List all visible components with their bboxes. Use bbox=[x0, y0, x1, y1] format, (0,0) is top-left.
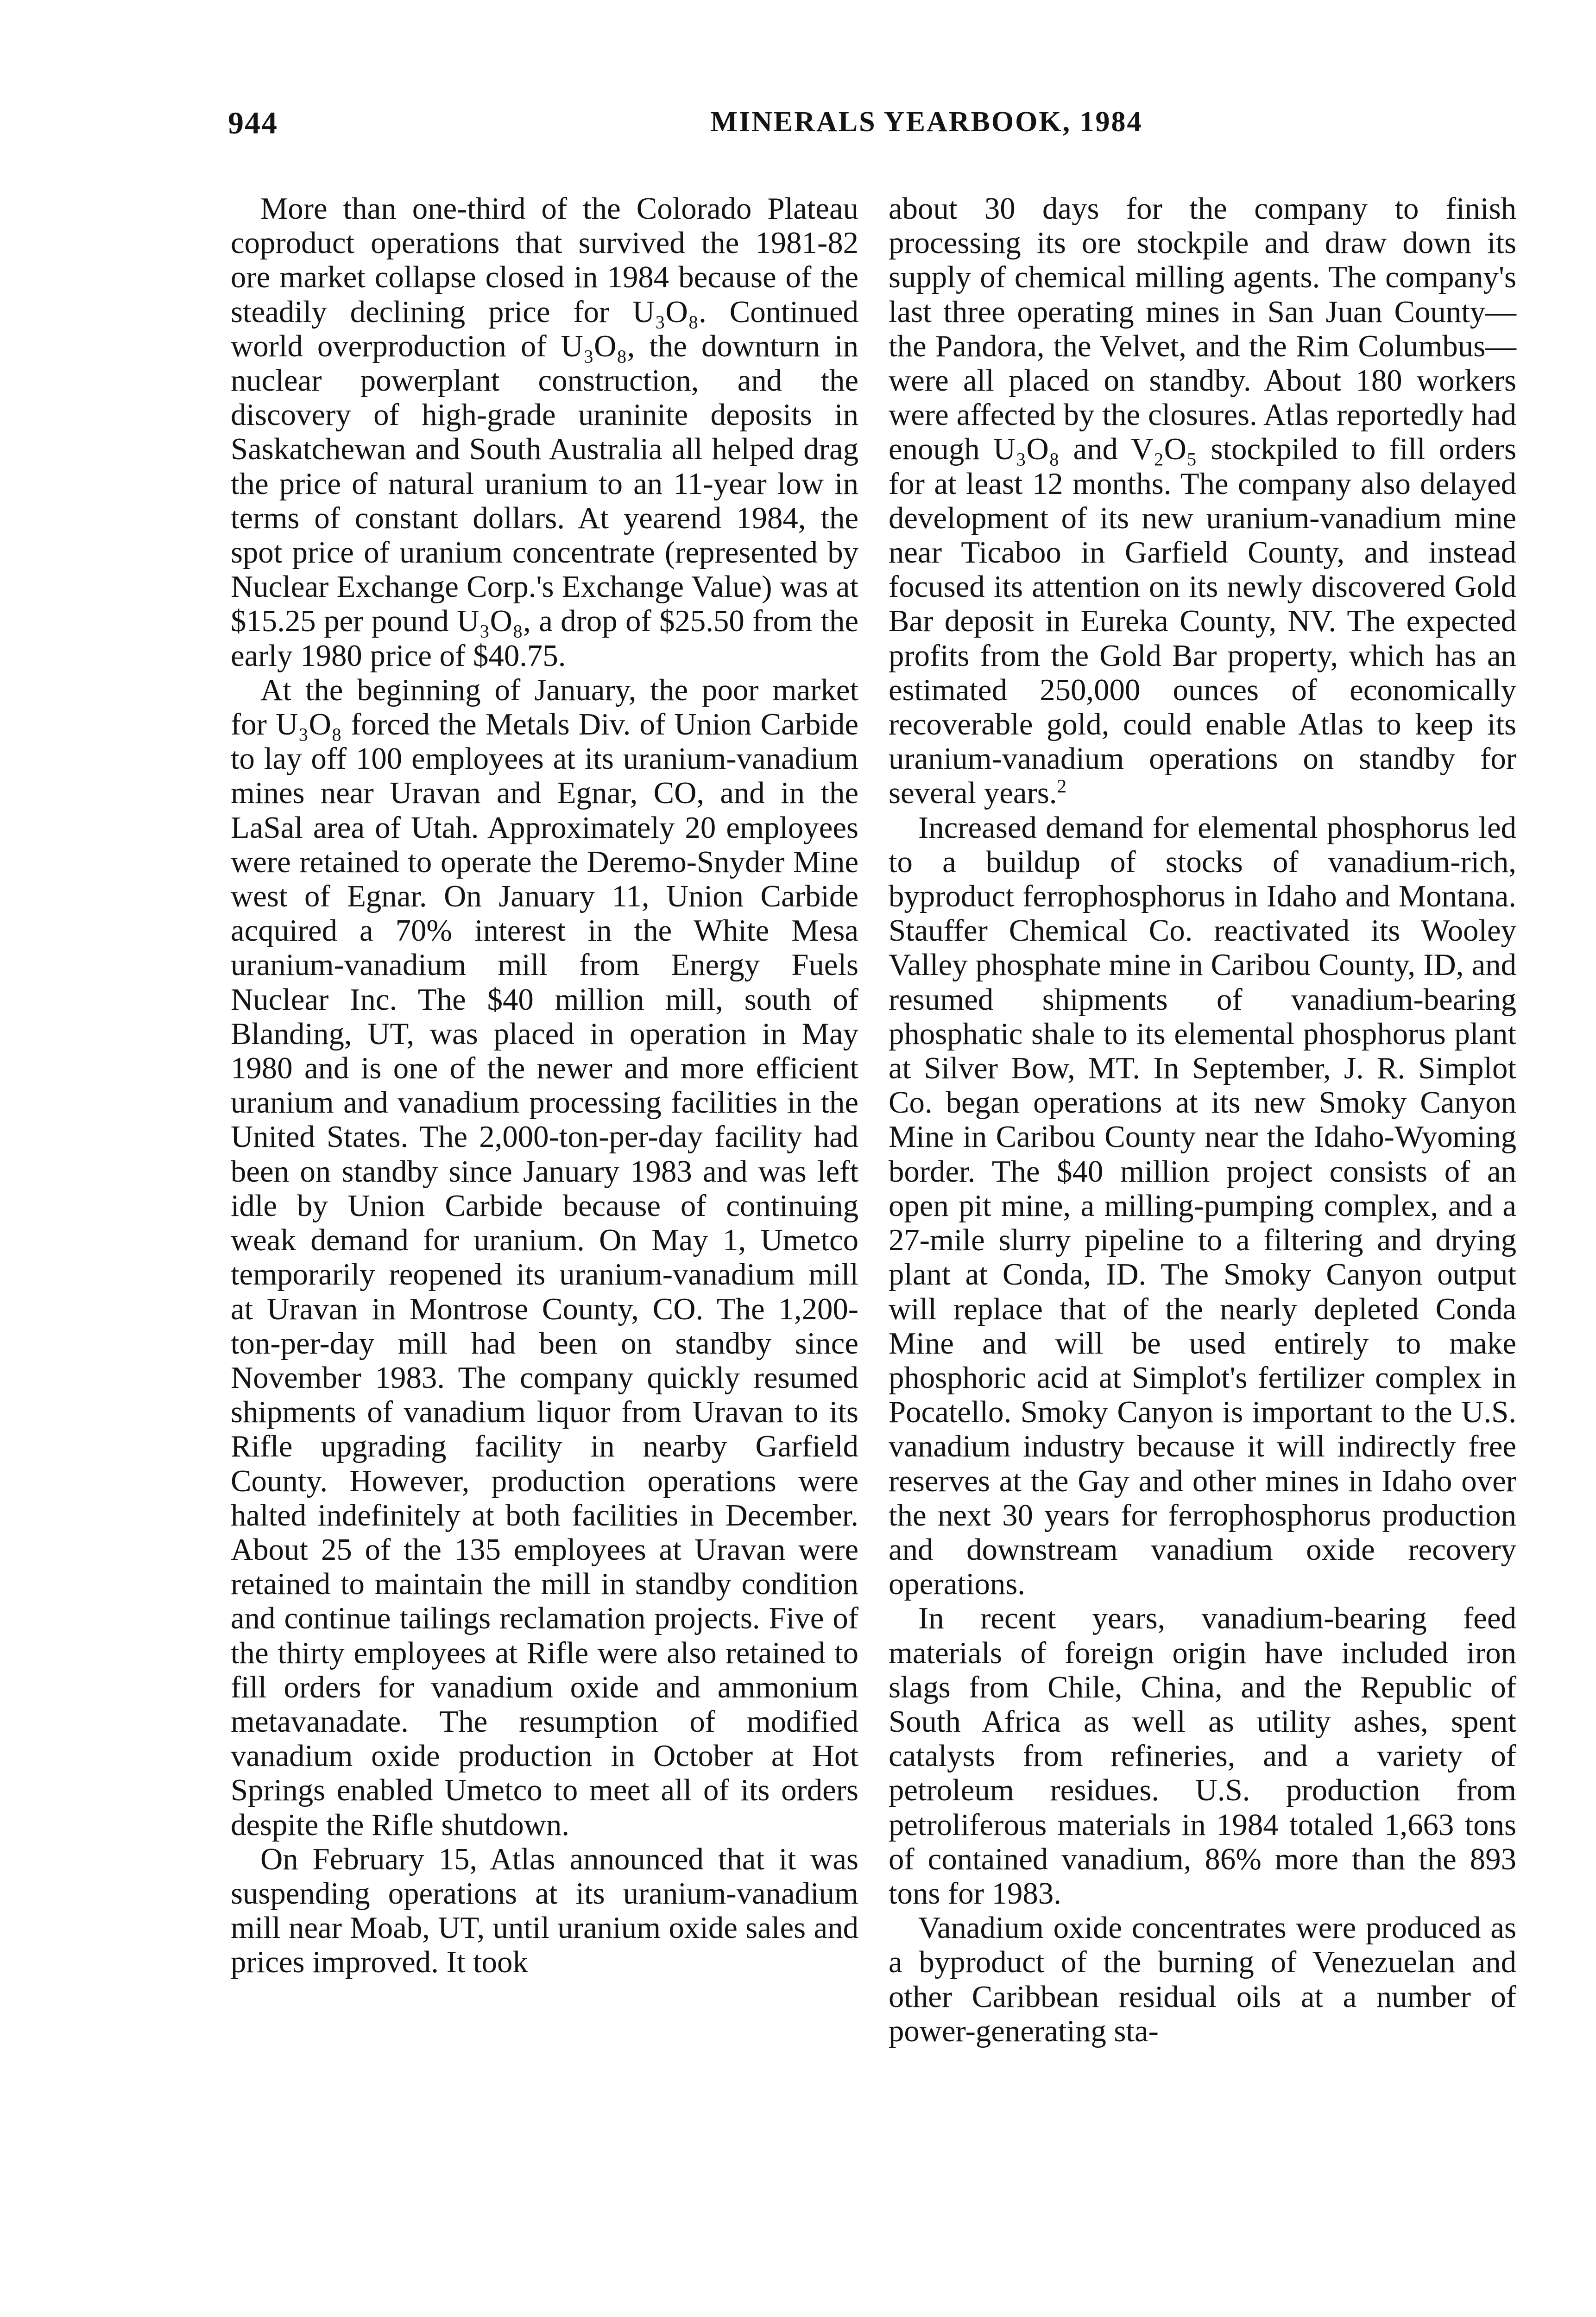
footnote-reference: 2 bbox=[1057, 775, 1067, 797]
paragraph: On February 15, Atlas announced that it was suspending operations at its uranium-vanadium mill near Moab, UT, until uranium oxide sales and prices improved. It took bbox=[231, 1842, 858, 1980]
paragraph: In recent years, vanadium-bearing feed materials of foreign origin have included iron slags from Chile, China, and the Republic of South Africa as well as utility ashes, spent catalysts from refineries, and a variety of petroleum residues. U.S. production from petroliferous materials in 1984 totaled 1,663 tons of contained vanadium, 86% more than the 893 tons for 1983. bbox=[889, 1601, 1516, 1911]
paragraph: Increased demand for elemental phosphorus led to a buildup of stocks of vanadium-rich, byproduct ferrophosphorus in Idaho and Montana. Stauffer Chemical Co. reactivated its Wooley Valley phosphate mine in Caribou County, ID, and resumed shipments of vanadium-bearing phosphatic shale to its elemental phosphorus plant at Silver Bow, MT. In September, J. R. Simplot Co. began operations at its new Smoky Canyon Mine in Caribou County near the Idaho-Wyoming border. The $40 million project consists of an open pit mine, a milling-pumping complex, and a 27-mile slurry pipeline to a filtering and drying plant at Conda, ID. The Smoky Canyon output will replace that of the nearly depleted Conda Mine and will be used entirely to make phosphoric acid at Simplot's fertilizer complex in Pocatello. Smoky Canyon is important to the U.S. vanadium industry because it will indirectly free reserves at the Gay and other mines in Idaho over the next 30 years for ferrophosphorus production and downstream vanadium oxide recovery operations. bbox=[889, 810, 1516, 1602]
running-head: MINERALS YEARBOOK, 1984 bbox=[710, 106, 1143, 138]
right-column bbox=[889, 191, 1516, 2048]
paragraph-text: about 30 days for the company to finish processing its ore stockpile and draw down its supply of chemical milling agents. The company's last three operating mines in San Juan County—the Pandora, the Velvet, and the Rim Columbus—were all placed on standby. About 180 workers were affected by the closures. Atlas reportedly had enough U₃O₈ and V₂O₅ stockpiled to fill orders for at least 12 months. The company also delayed development of its new uranium-vanadium mine near Ticaboo in Garfield County, and instead focused its attention on its newly discovered Gold Bar deposit in Eureka County, NV. The expected profits from the Gold Bar property, which has an estimated 250,000 ounces of economically recoverable gold, could enable Atlas to keep its uranium-vanadium operations on standby for several years. bbox=[889, 191, 1516, 810]
paragraph: More than one-third of the Colorado Plateau coproduct operations that survived the 1981-82 ore market collapse closed in 1984 because of the steadily declining price for U₃O₈. Continued world overproduction of U₃O₈, the downturn in nuclear powerplant construction, and the discovery of high-grade uraninite deposits in Saskatchewan and South Australia all helped drag the price of natural uranium to an 11-year low in terms of constant dollars. At yearend 1984, the spot price of uranium concentrate (represented by Nuclear Exchange Corp.'s Exchange Value) was at $15.25 per pound U₃O₈, a drop of $25.50 from the early 1980 price of $40.75. bbox=[231, 191, 858, 673]
page-number: 944 bbox=[228, 105, 278, 140]
paragraph bbox=[889, 191, 1516, 810]
paragraph: Vanadium oxide concentrates were produced as a byproduct of the burning of Venezuelan and other Caribbean residual oils at a number of power-generating sta- bbox=[889, 1911, 1516, 2048]
left-column bbox=[231, 191, 858, 1980]
paragraph: At the beginning of January, the poor market for U₃O₈ forced the Metals Div. of Union Carbide to lay off 100 employees at its uranium-vanadium mines near Uravan and Egnar, CO, and in the LaSal area of Utah. Approximately 20 employees were retained to operate the Deremo-Snyder Mine west of Egnar. On January 11, Union Carbide acquired a 70% interest in the White Mesa uranium-vanadium mill from Energy Fuels Nuclear Inc. The $40 million mill, south of Blanding, UT, was placed in operation in May 1980 and is one of the newer and more efficient uranium and vanadium processing facilities in the United States. The 2,000-ton-per-day facility had been on standby since January 1983 and was left idle by Union Carbide because of continuing weak demand for uranium. On May 1, Umetco temporarily reopened its uranium-vanadium mill at Uravan in Montrose County, CO. The 1,200-ton-per-day mill had been on standby since November 1983. The company quickly resumed shipments of vanadium liquor from Uravan to its Rifle upgrading facility in nearby Garfield County. However, production operations were halted indefinitely at both facilities in December. About 25 of the 135 employees at Uravan were retained to maintain the mill in standby condition and continue tailings reclamation projects. Five of the thirty employees at Rifle were also retained to fill orders for vanadium oxide and ammonium metavanadate. The resumption of modified vanadium oxide production in October at Hot Springs enabled Umetco to meet all of its orders despite the Rifle shutdown. bbox=[231, 672, 858, 1842]
